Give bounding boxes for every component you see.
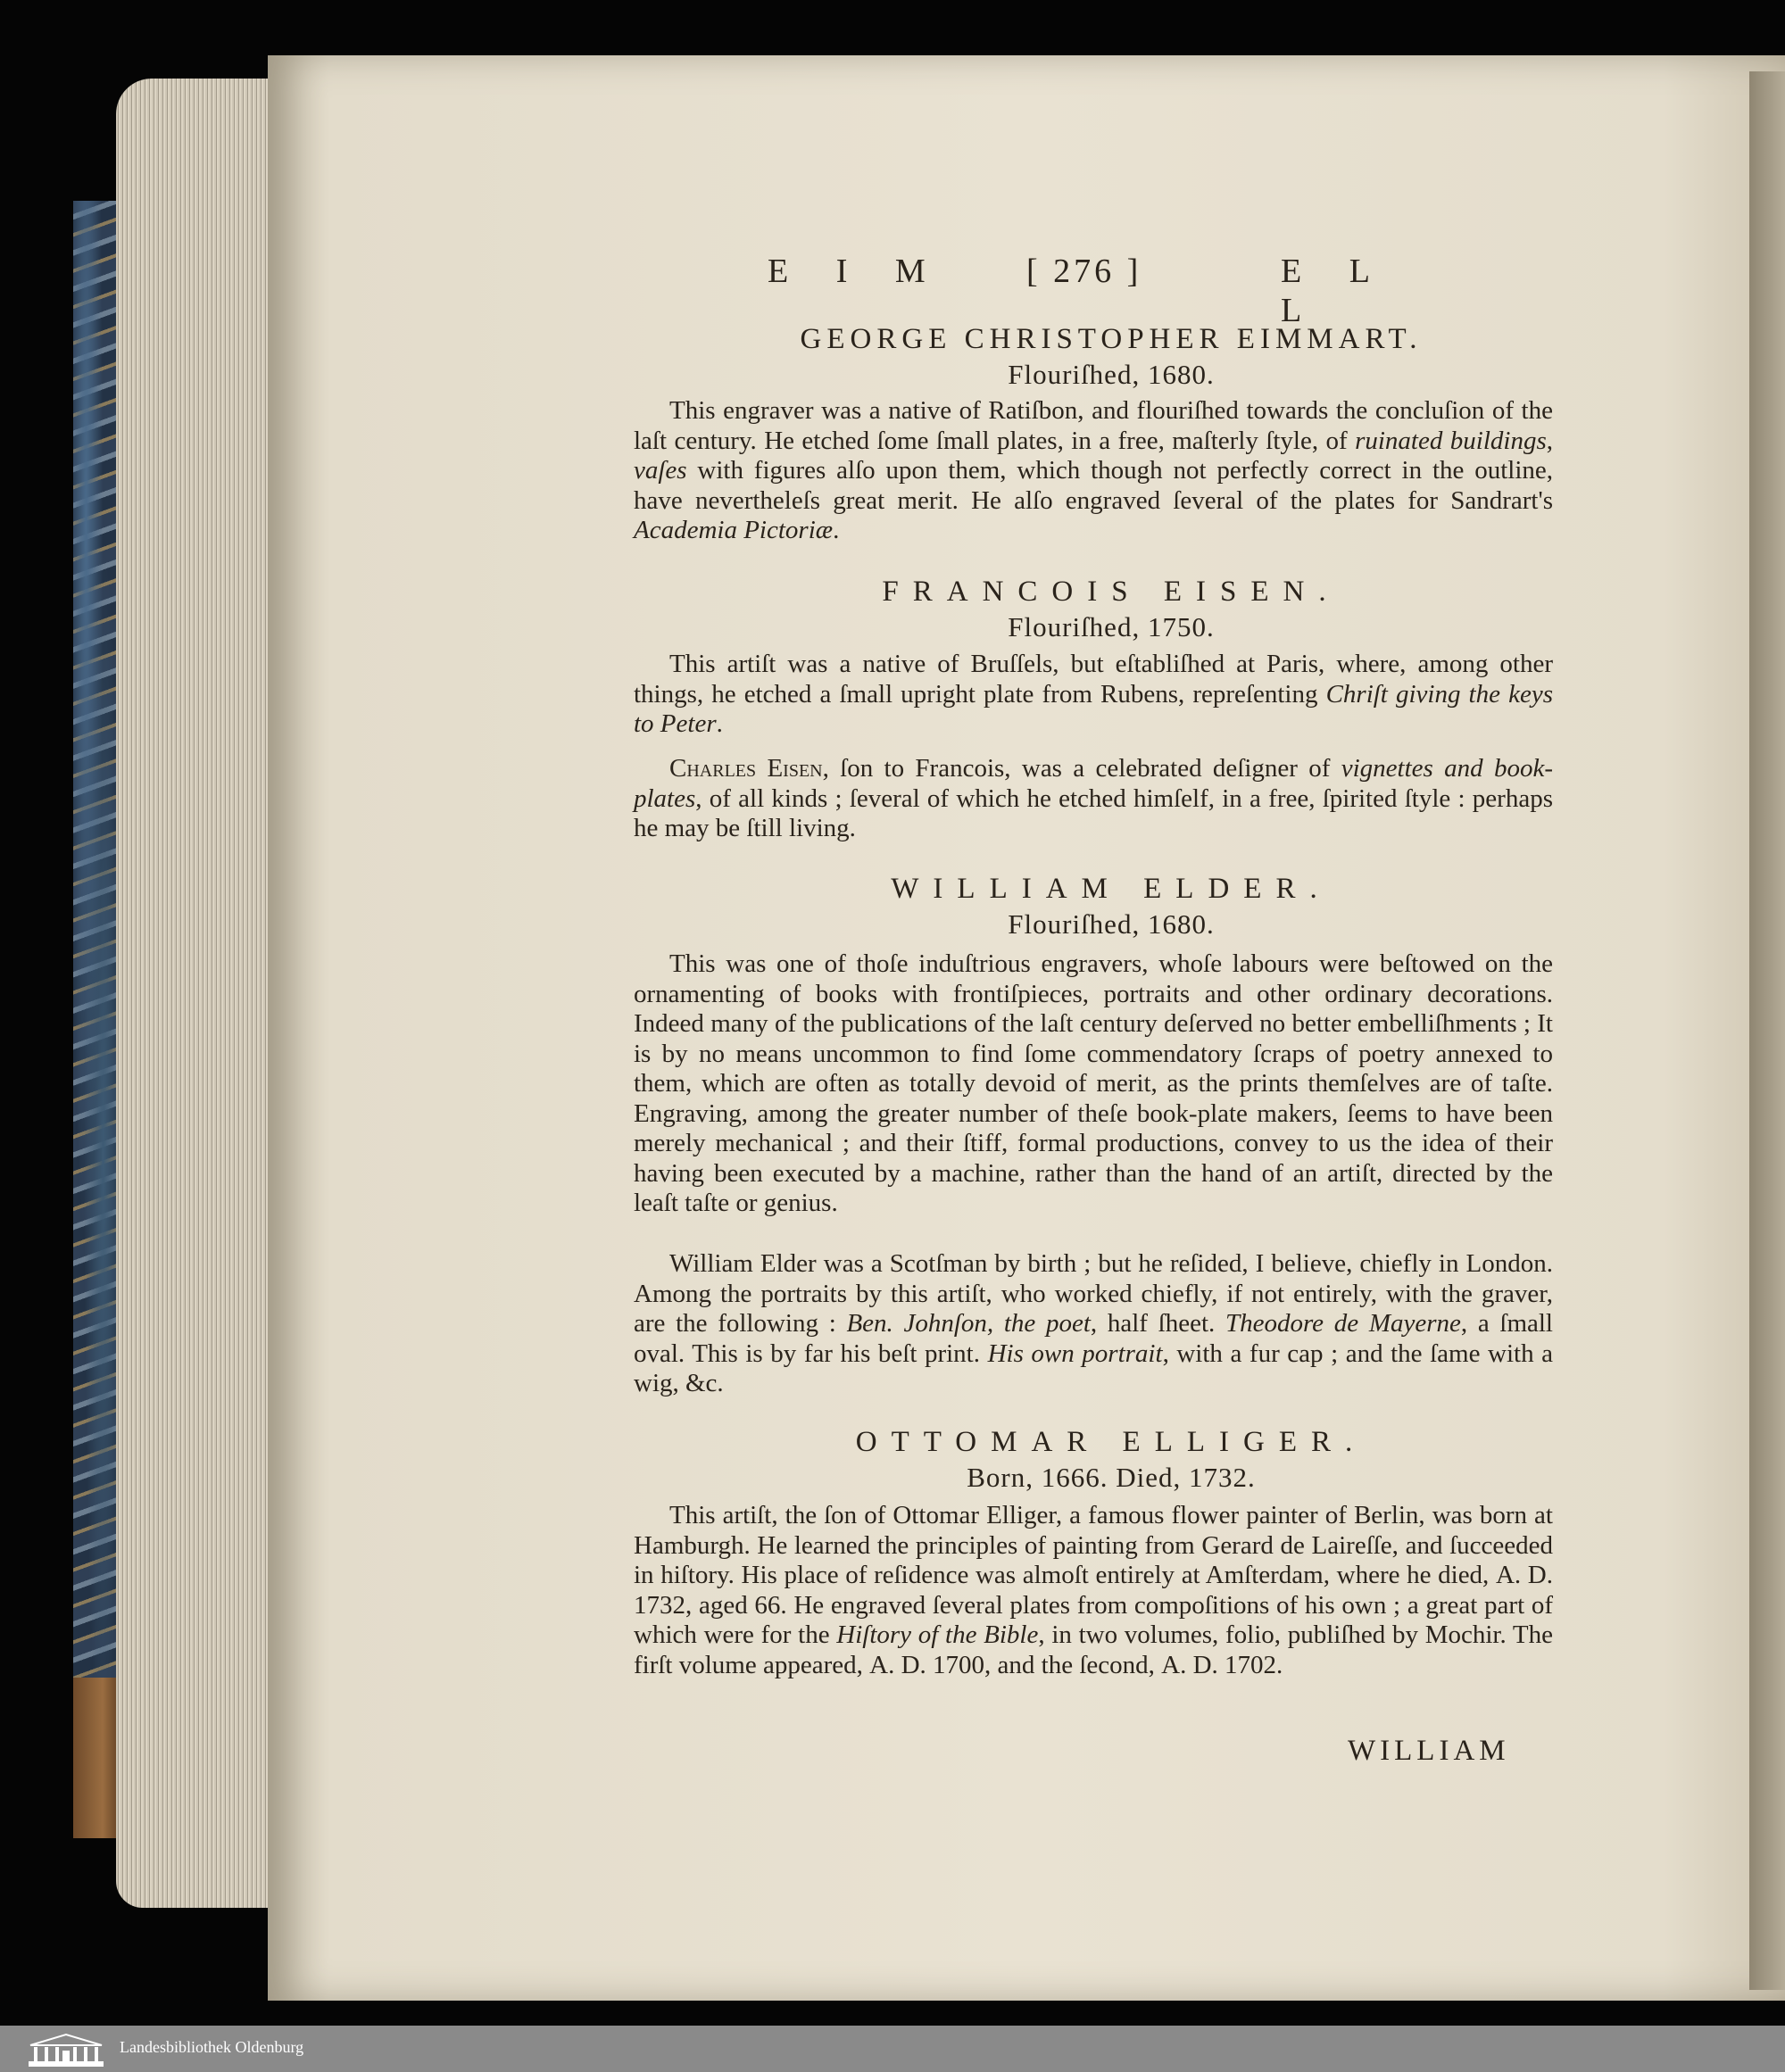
entry-dates: Flouriſhed, 1680. (1008, 908, 1215, 940)
entry-dates: Flouriſhed, 1680. (1008, 359, 1215, 390)
entry-heading: WILLIAM ELDER. (891, 873, 1332, 905)
page-number: [ 276 ] (1026, 253, 1142, 290)
leather-board-edge (73, 1678, 122, 1838)
italic-title: vaſes (634, 456, 687, 485)
italic-title: vignettes and book-plates (634, 754, 1553, 813)
entry-paragraph: This artiſt was a native of Bruſſels, but eſtabliſhed at Paris, where, among other things, he etched a ſmall upright plate from Rubens, repreſenting Chriſt giving the keys to Peter. (634, 650, 1553, 738)
small-caps-text: A. D. (1161, 1650, 1218, 1679)
entry-heading: GEORGE CHRISTOPHER EIMMART. (800, 323, 1423, 355)
italic-title: Academia Pictoriæ (634, 516, 834, 544)
italic-title: Chriſt giving the keys to Peter (634, 679, 1553, 738)
entry-heading: FRANCOIS EISEN. (882, 576, 1341, 608)
entry-paragraph: William Elder was a Scotſman by birth ; but he reſided, I believe, chiefly in London. Among the portraits by this artiſt, who worked chiefly, if not entirely, with the graver, are the following : Ben. Johnſon, the poet, half ſheet. Theodore de Mayerne, a ſmall oval. This is by far his beſt print. His own portrait, with a fur cap ; and the ſame with a wig, &c. (634, 1249, 1554, 1397)
entry-dates: Flouriſhed, 1750. (1008, 611, 1215, 642)
library-name: Landesbibliothek Oldenburg (120, 2038, 304, 2056)
library-logo-icon (27, 2031, 105, 2068)
running-head-left: E I M (768, 253, 945, 290)
italic-title: ruinated buildings (1355, 426, 1547, 455)
italic-title: His own portrait (987, 1339, 1163, 1368)
small-caps-text: Charles Eisen (669, 754, 823, 783)
italic-title: Hiſtory of the Bible (836, 1620, 1039, 1649)
page-fore-edges (116, 79, 277, 1908)
marbled-cover (73, 201, 116, 1798)
running-head-right: E L L (1281, 253, 1389, 329)
entry-paragraph: This artiſt, the ſon of Ottomar Elliger, a famous flower painter of Berlin, was born at Hamburgh. He learned the principles of painting from Gerard de Laireſſe, and ſucceeded in hiſtory. His place of reſidence was almoſt entirely at Amſterdam, where he died, A. D. 1732, aged 66. He engraved ſeveral plates from compoſitions of his own ; a great part of which were for the Hiſtory of the Bible, in two volumes, folio, publiſhed by Mochir. The firſt volume appeared, A. D. 1700, and the ſecond, A. D. 1702. (634, 1501, 1553, 1679)
entry-paragraph: Charles Eisen, ſon to Francois, was a celebrated deſigner of vignettes and book-plates, of all kinds ; ſeveral of which he etched himſelf, in a free, ſpirited ſtyle : perhaps he may be ſtill living. (634, 754, 1553, 842)
italic-title: Theodore de Mayerne (1225, 1309, 1461, 1338)
entry-dates: Born, 1666. Died, 1732. (967, 1462, 1256, 1493)
running-head (768, 252, 1428, 329)
entry-paragraph: This engraver was a native of Ratiſbon, and flouriſhed towards the concluſion of the laſt century. He etched ſome ſmall plates, in a free, maſterly ſtyle, of ruinated buildings, vaſes with figures alſo upon them, which though not perfectly correct in the outline, have nevertheleſs great merit. He alſo engraved ſeveral of the plates for Sandrart's Academia Pictoriæ. (634, 396, 1553, 544)
small-caps-text: A. D. (1495, 1561, 1553, 1589)
small-caps-text: A. D. (869, 1650, 926, 1679)
entry-heading: OTTOMAR ELLIGER. (855, 1426, 1367, 1458)
entry-paragraph: This was one of thoſe induſtrious engravers, whoſe labours were beſtowed on the ornamenting of books with frontiſpieces, portraits and other ordinary decorations. Indeed many of the publications of the laſt century deſerved no better embelliſhments ; It is by no means uncommon to find ſome commendatory ſcraps of poetry annexed to them, which are often as totally devoid of merit, as the prints themſelves are of taſte. Engraving, among the greater number of theſe book-plate makers, ſeems to have been merely mechanical ; and their ſtiff, formal productions, convey to us the idea of their having been executed by a machine, rather than the hand of an artiſt, directed by the leaſt taſte or genius. (634, 949, 1553, 1217)
catchword: WILLIAM (1348, 1735, 1510, 1767)
italic-title: Ben. Johnſon, the poet (846, 1309, 1091, 1338)
right-page-gutter (1749, 71, 1785, 1990)
